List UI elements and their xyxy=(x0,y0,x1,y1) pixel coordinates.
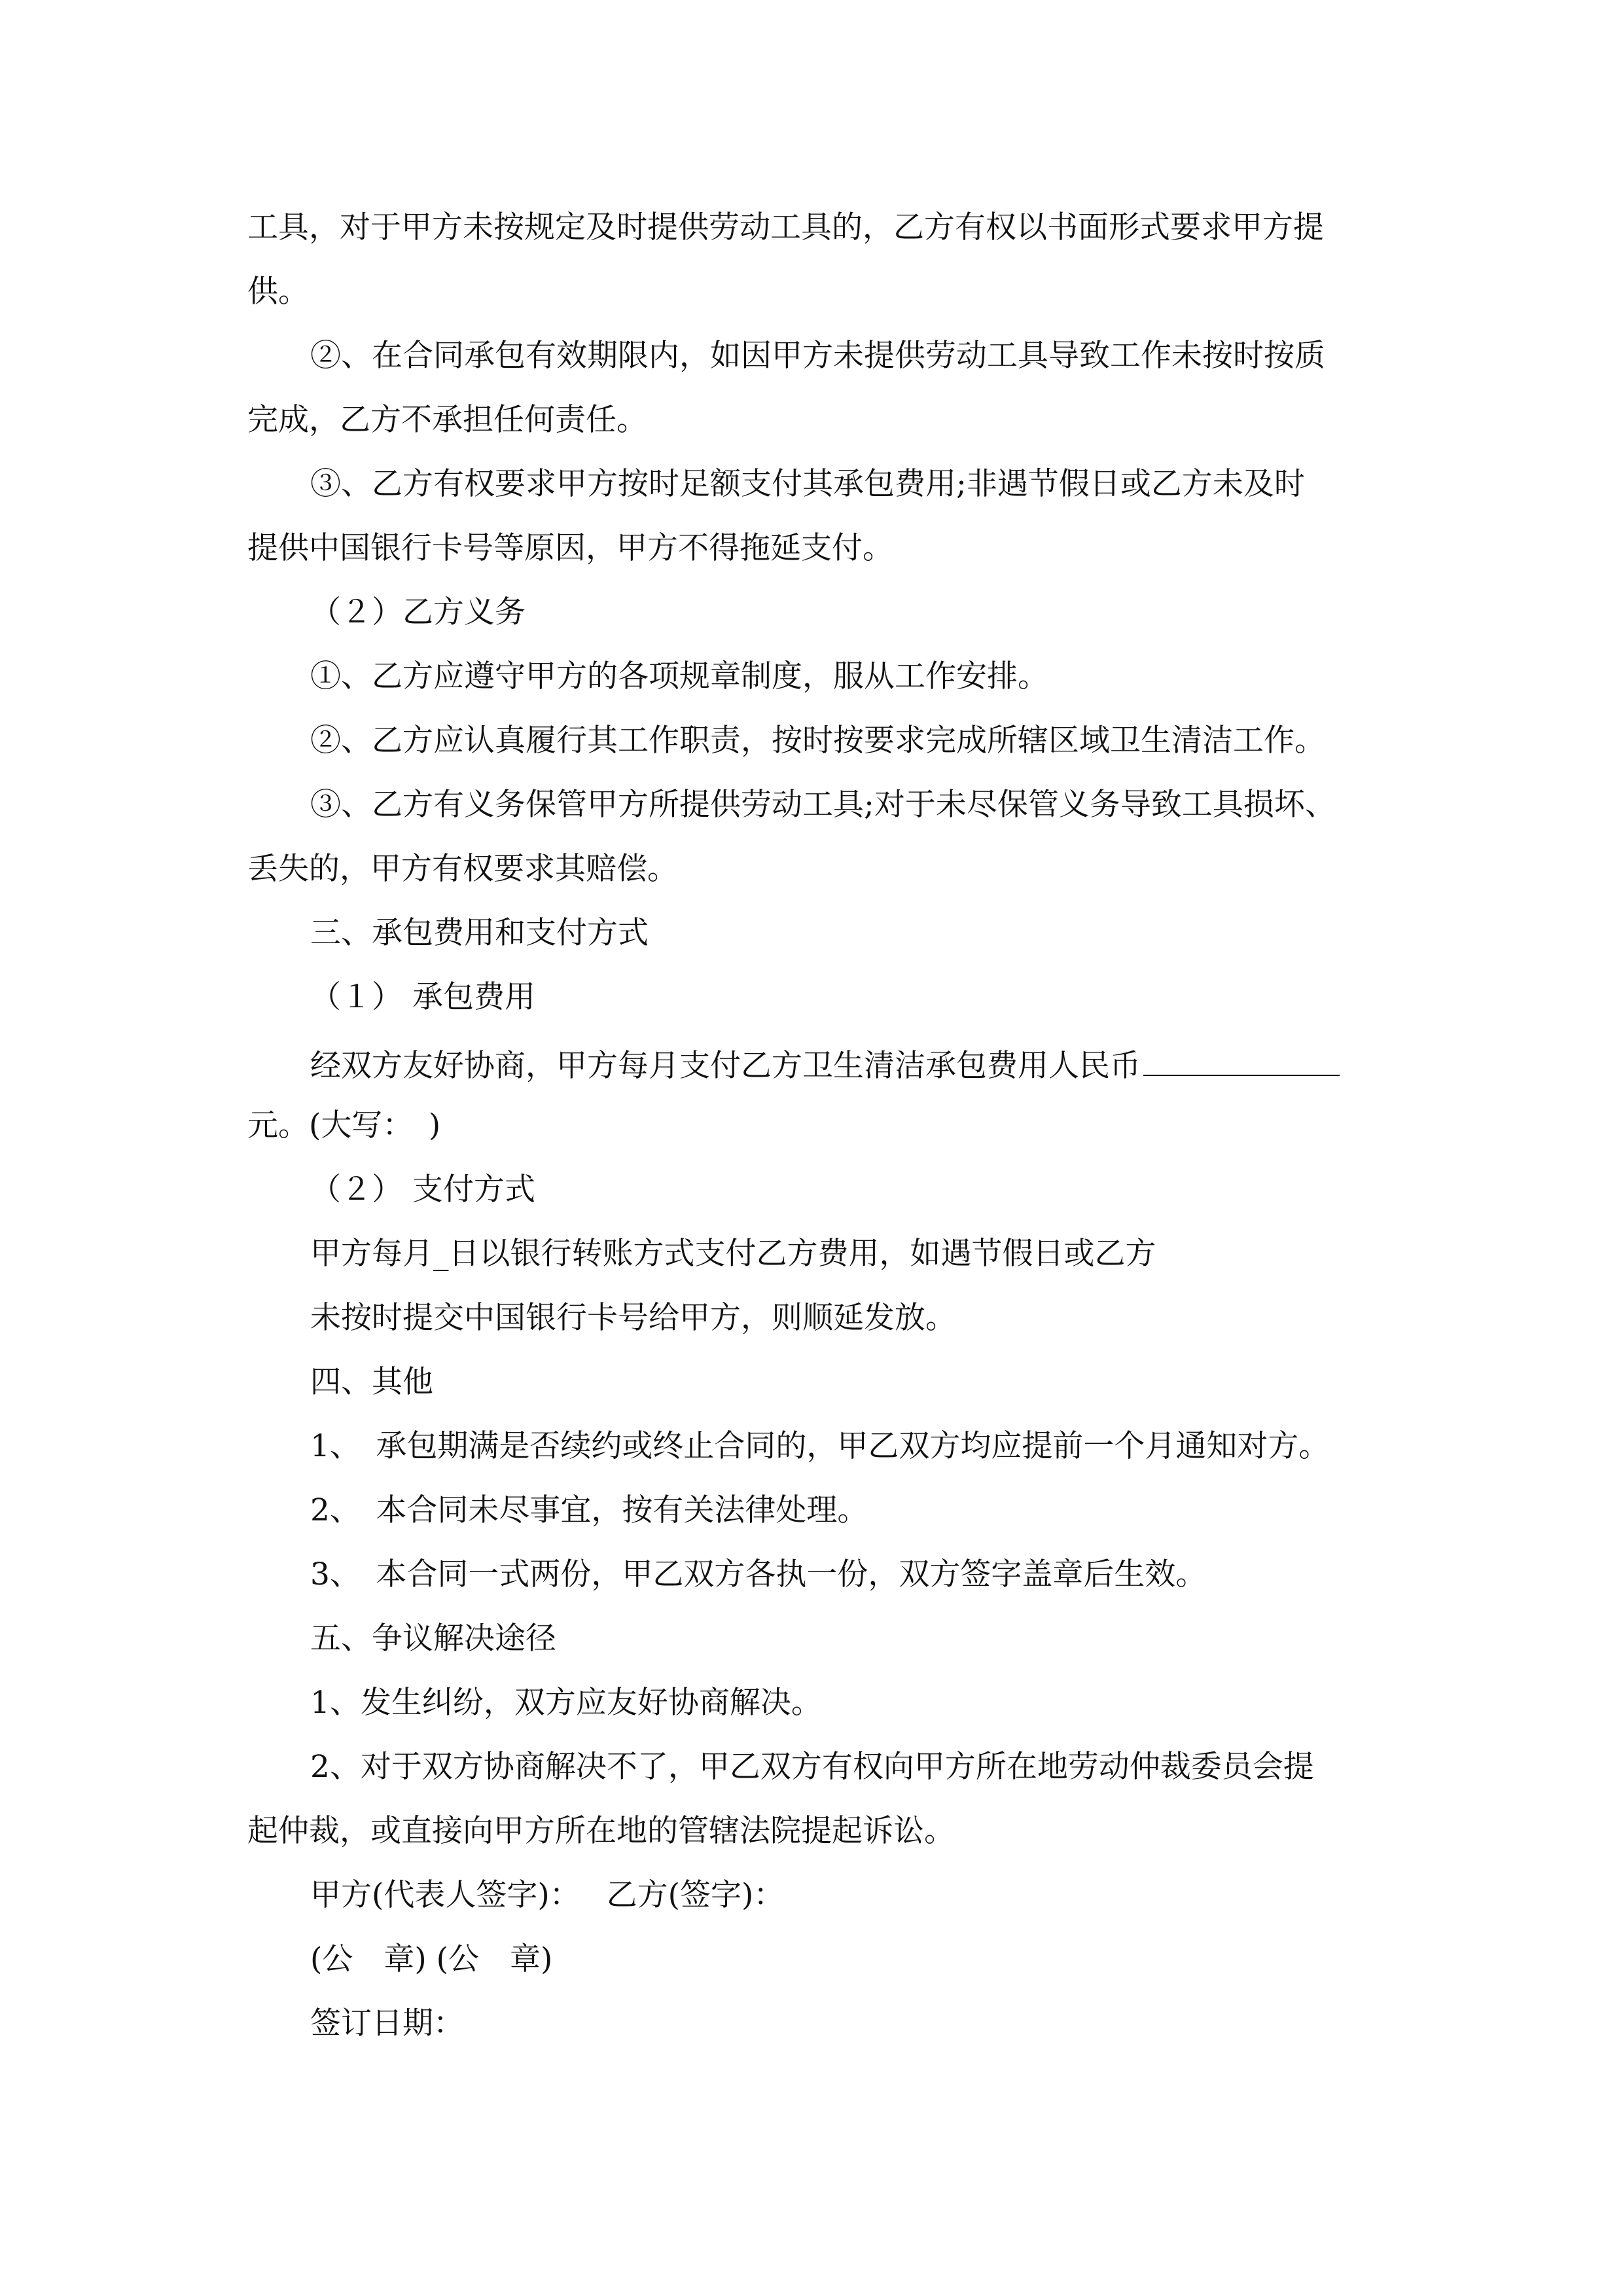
paragraph-line: 起仲裁，或直接向甲方所在地的管辖法院提起诉讼。 xyxy=(247,1813,955,1849)
seal-line: (公 章) (公 章) xyxy=(310,1941,553,1977)
paragraph-line: 完成，乙方不承担任何责任。 xyxy=(247,402,647,438)
paragraph-line: ①、乙方应遵守甲方的各项规章制度，服从工作安排。 xyxy=(310,658,1048,694)
paragraph-line: 1、发生纠纷，双方应友好协商解决。 xyxy=(310,1685,822,1721)
paragraph-line: 3、 本合同一式两份，甲乙双方各执一份，双方签字盖章后生效。 xyxy=(310,1556,1207,1592)
paragraph-line: 甲方每月_日以银行转账方式支付乙方费用，如遇节假日或乙方 xyxy=(310,1236,1156,1272)
signature-line xyxy=(310,1869,784,1922)
paragraph-line: 元。(大写： ) xyxy=(247,1107,441,1143)
fee-blank xyxy=(1143,1035,1340,1076)
paragraph-line: 2、 本合同未尽事宜，按有关法律处理。 xyxy=(310,1492,868,1528)
paragraph-line xyxy=(310,1035,1340,1088)
section-heading: （１） 承包费用 xyxy=(310,979,535,1015)
paragraph-line: 提供中国银行卡号等原因，甲方不得拖延支付。 xyxy=(247,530,893,566)
paragraph-line: 供。 xyxy=(247,274,309,310)
section-heading: （２） 支付方式 xyxy=(310,1172,535,1208)
paragraph-line: 2、对于双方协商解决不了，甲乙双方有权向甲方所在地劳动仲裁委员会提 xyxy=(310,1749,1314,1785)
paragraph-line: 工具，对于甲方未按规定及时提供劳动工具的，乙方有权以书面形式要求甲方提 xyxy=(247,209,1324,245)
section-heading: 四、其他 xyxy=(310,1364,433,1400)
party-b-signature-label: 乙方(签字)： xyxy=(606,1877,785,1913)
paragraph-line: 1、 承包期满是否续约或终止合同的，甲乙双方均应提前一个月通知对方。 xyxy=(310,1428,1330,1464)
section-heading: 三、承包费用和支付方式 xyxy=(310,915,649,951)
party-a-signature-label: 甲方(代表人签字)： xyxy=(310,1877,580,1913)
paragraph-line: 未按时提交中国银行卡号给甲方，则顺延发放。 xyxy=(310,1300,956,1336)
section-heading: 五、争议解决途径 xyxy=(310,1621,556,1657)
section-heading: （２）乙方义务 xyxy=(310,594,526,630)
signing-date-label: 签订日期： xyxy=(310,2005,464,2041)
fee-text: 经双方友好协商，甲方每月支付乙方卫生清洁承包费用人民币 xyxy=(310,1048,1141,1084)
paragraph-line: ③、乙方有权要求甲方按时足额支付其承包费用;非遇节假日或乙方未及时 xyxy=(310,466,1305,502)
paragraph-line: ③、乙方有义务保管甲方所提供劳动工具;对于未尽保管义务导致工具损坏、 xyxy=(310,787,1336,823)
paragraph-line: ②、乙方应认真履行其工作职责，按时按要求完成所辖区域卫生清洁工作。 xyxy=(310,723,1325,759)
paragraph-line: ②、在合同承包有效期限内，如因甲方未提供劳动工具导致工作未按时按质 xyxy=(310,338,1325,374)
paragraph-line: 丢失的，甲方有权要求其赔偿。 xyxy=(247,851,678,887)
